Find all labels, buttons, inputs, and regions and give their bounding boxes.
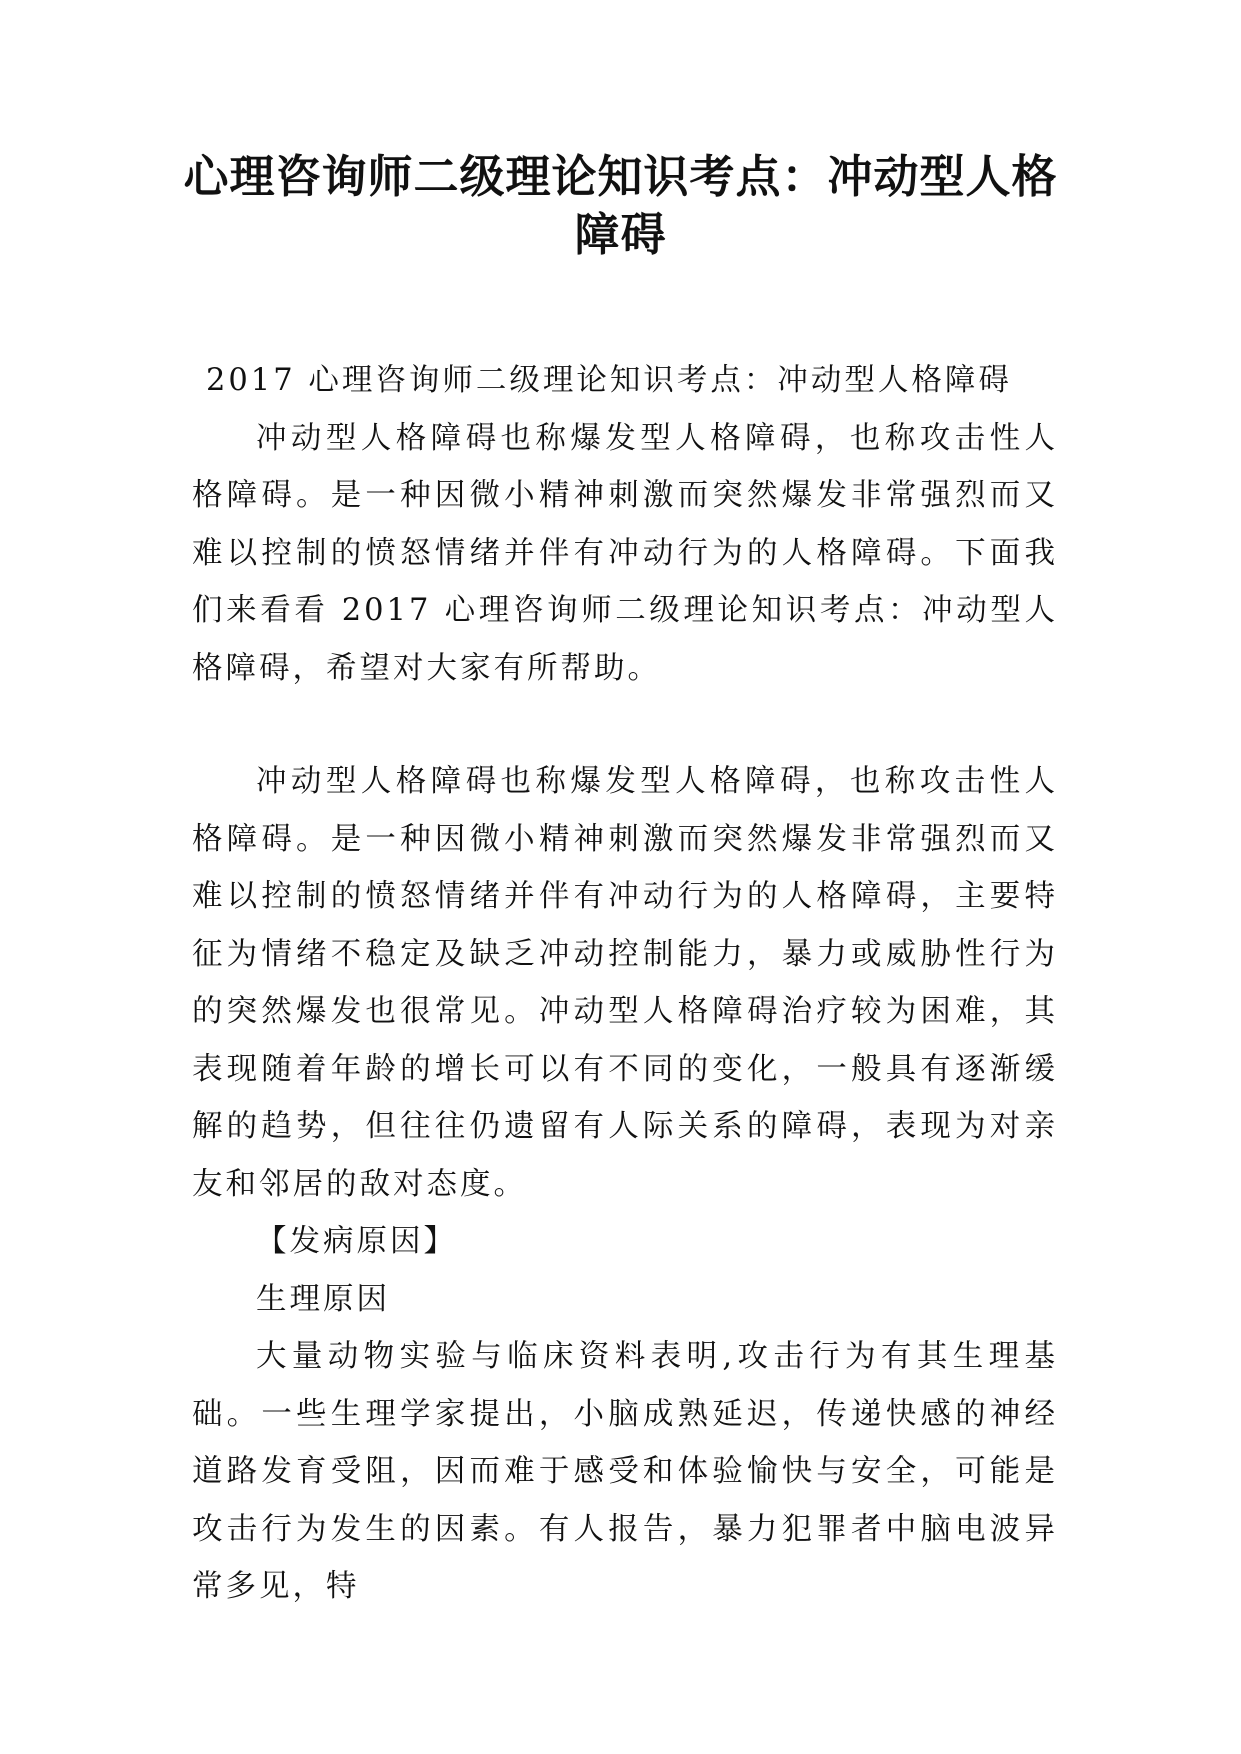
title-line-1: 心理咨询师二级理论知识考点：冲动型人格 bbox=[183, 150, 1058, 203]
definition-paragraph: 冲动型人格障碍也称爆发型人格障碍，也称攻击性人格障碍。是一种因微小精神刺激而突然爆发非常强烈而又难以控制的愤怒情绪并伴有冲动行为的人格障碍，主要特征为情绪不稳定及缺乏冲动控制能力，暴力或威胁性行为的突然爆发也很常见。冲动型人格障碍治疗较为困难，其表现随着年龄的增长可以有不同的变化，一般具有逐渐缓解的趋势，但往往仍遗留有人际关系的障碍，表现为对亲友和邻居的敌对态度。 bbox=[192, 764, 1058, 1202]
physiological-causes-paragraph: 大量动物实验与临床资料表明,攻击行为有其生理基础。一些生理学家提出，小脑成熟延迟，传递快感的神经道路发育受阻，因而难于感受和体验愉快与安全，可能是攻击行为发生的因素。有人报告，暴力犯罪者中脑电波异常多见，特 bbox=[192, 1339, 1058, 1604]
section-heading-causes: 【发病原因】 bbox=[256, 1224, 457, 1259]
subsection-heading-physiological: 生理原因 bbox=[256, 1281, 390, 1317]
intro-paragraph: 冲动型人格障碍也称爆发型人格障碍，也称攻击性人格障碍。是一种因微小精神刺激而突然爆发非常强烈而又难以控制的愤怒情绪并伴有冲动行为的人格障碍。下面我们来看看 2017 心理咨询师二级理论知识考点：冲动型人格障碍，希望对大家有所帮助。 bbox=[192, 420, 1058, 686]
document-subtitle: 2017 心理咨询师二级理论知识考点：冲动型人格障碍 bbox=[206, 363, 1012, 398]
document-body bbox=[192, 352, 1058, 1616]
document-title bbox=[150, 148, 1091, 264]
paragraph-spacer bbox=[192, 697, 1058, 753]
title-line-2: 障碍 bbox=[574, 208, 667, 261]
